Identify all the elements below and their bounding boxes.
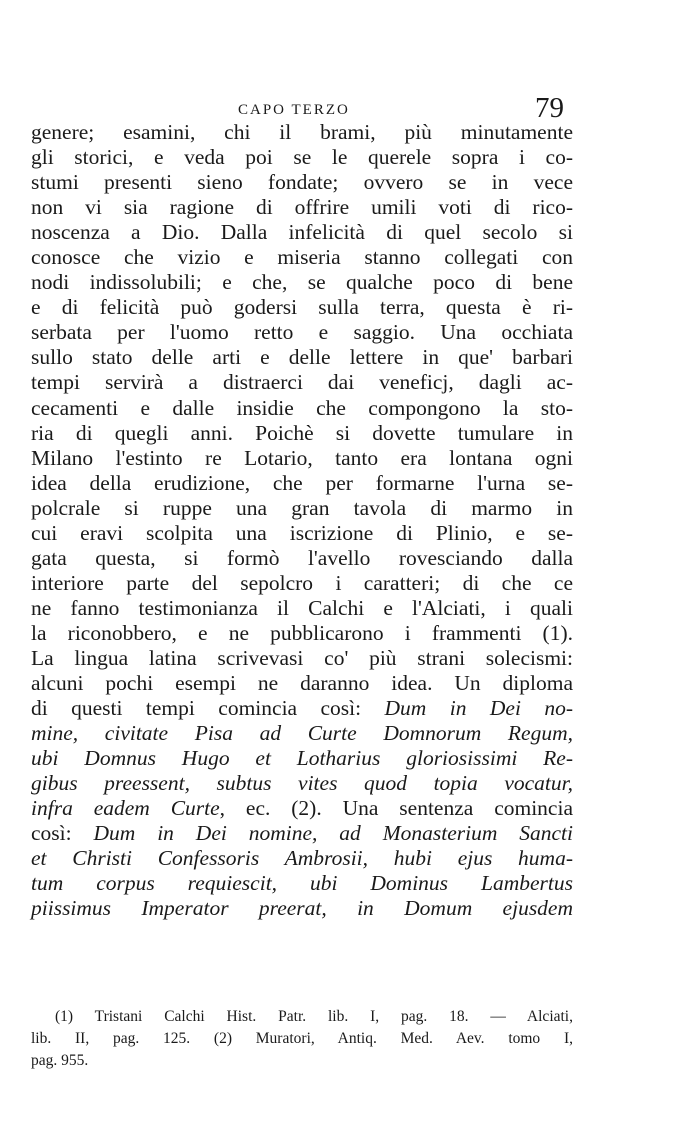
text-line: gli storici, e veda poi se le querele sopra i co- bbox=[31, 145, 573, 170]
text-line: stumi presenti sieno fondate; ovvero se in vece bbox=[31, 170, 573, 195]
text-line bbox=[31, 821, 573, 846]
running-head: CAPO TERZO bbox=[238, 102, 350, 118]
latin-quote: tum corpus requiescit, ubi Dominus Lambertus bbox=[31, 871, 573, 896]
text-run: così: bbox=[31, 821, 94, 846]
latin-quote: et Christi Confessoris Ambrosii, hubi ejus huma- bbox=[31, 846, 573, 871]
text-line bbox=[31, 846, 573, 871]
text-line bbox=[31, 771, 573, 796]
text-line: alcuni pochi esempi ne daranno idea. Un diploma bbox=[31, 671, 573, 696]
text-line: sullo stato delle arti e delle lettere in que' barbari bbox=[31, 345, 573, 370]
text-line: cecamenti e dalle insidie che compongono la sto- bbox=[31, 395, 573, 420]
text-line: tempi servirà a distraerci dai veneficj, dagli ac- bbox=[31, 370, 573, 395]
text-line: non vi sia ragione di offrire umili voti di rico- bbox=[31, 195, 573, 220]
footnote-line: lib. II, pag. 125. (2) Muratori, Antiq. Med. Aev. tomo I, bbox=[31, 1030, 573, 1047]
text-line bbox=[31, 696, 573, 721]
latin-quote: piissimus Imperator preerat, in Domum ejusdem bbox=[31, 896, 573, 921]
text-line: gata questa, si formò l'avello rovesciando dalla bbox=[31, 545, 573, 570]
page-number: 79 bbox=[535, 92, 564, 124]
text-line: la riconobbero, e ne pubblicarono i frammenti (1). bbox=[31, 620, 573, 645]
text-line: interiore parte del sepolcro i caratteri; di che ce bbox=[31, 570, 573, 595]
text-line: La lingua latina scrivevasi co' più strani solecismi: bbox=[31, 645, 573, 670]
text-line: conosce che vizio e miseria stanno collegati con bbox=[31, 245, 573, 270]
text-line: cui eravi scolpita una iscrizione di Plinio, e se- bbox=[31, 520, 573, 545]
text-line bbox=[31, 871, 573, 896]
latin-quote: Dum in Dei nomine, ad Monasterium Sancti bbox=[93, 821, 573, 846]
latin-quote: gibus preessent, subtus vites quod topia vocatur, bbox=[31, 771, 573, 796]
text-line: idea della erudizione, che per formarne l'urna se- bbox=[31, 470, 573, 495]
text-run: di questi tempi comincia così: bbox=[31, 696, 385, 721]
text-line bbox=[31, 721, 573, 746]
latin-quote: Dum in Dei no- bbox=[384, 696, 574, 721]
text-line bbox=[31, 796, 573, 821]
latin-quote: mine, civitate Pisa ad Curte Domnorum Regum, bbox=[31, 721, 573, 746]
text-line: noscenza a Dio. Dalla infelicità di quel secolo si bbox=[31, 220, 573, 245]
text-run: , ec. (2). Una sentenza comincia bbox=[219, 796, 573, 821]
text-line: ria di quegli anni. Poichè si dovette tumulare in bbox=[31, 420, 573, 445]
body-text bbox=[31, 120, 573, 922]
latin-quote: infra eadem Curte bbox=[31, 796, 220, 821]
text-line: genere; esamini, chi il brami, più minutamente bbox=[31, 120, 573, 144]
footnote-line: (1) Tristani Calchi Hist. Patr. lib. I, pag. 18. — Alciati, bbox=[55, 1008, 573, 1025]
text-line: ne fanno testimonianza il Calchi e l'Alciati, i quali bbox=[31, 595, 573, 620]
text-line: nodi indissolubili; e che, se qualche poco di bene bbox=[31, 270, 573, 295]
text-line: polcrale si ruppe una gran tavola di marmo in bbox=[31, 495, 573, 520]
text-line: serbata per l'uomo retto e saggio. Una occhiata bbox=[31, 320, 573, 345]
latin-quote: ubi Domnus Hugo et Lotharius gloriosissimi Re- bbox=[31, 746, 573, 771]
text-line bbox=[31, 746, 573, 771]
text-line: e di felicità può godersi sulla terra, questa è ri- bbox=[31, 295, 573, 320]
text-line: Milano l'estinto re Lotario, tanto era lontana ogni bbox=[31, 445, 573, 470]
footnote-line: pag. 955. bbox=[31, 1052, 89, 1069]
text-line bbox=[31, 896, 573, 921]
footnotes bbox=[31, 1006, 573, 1072]
